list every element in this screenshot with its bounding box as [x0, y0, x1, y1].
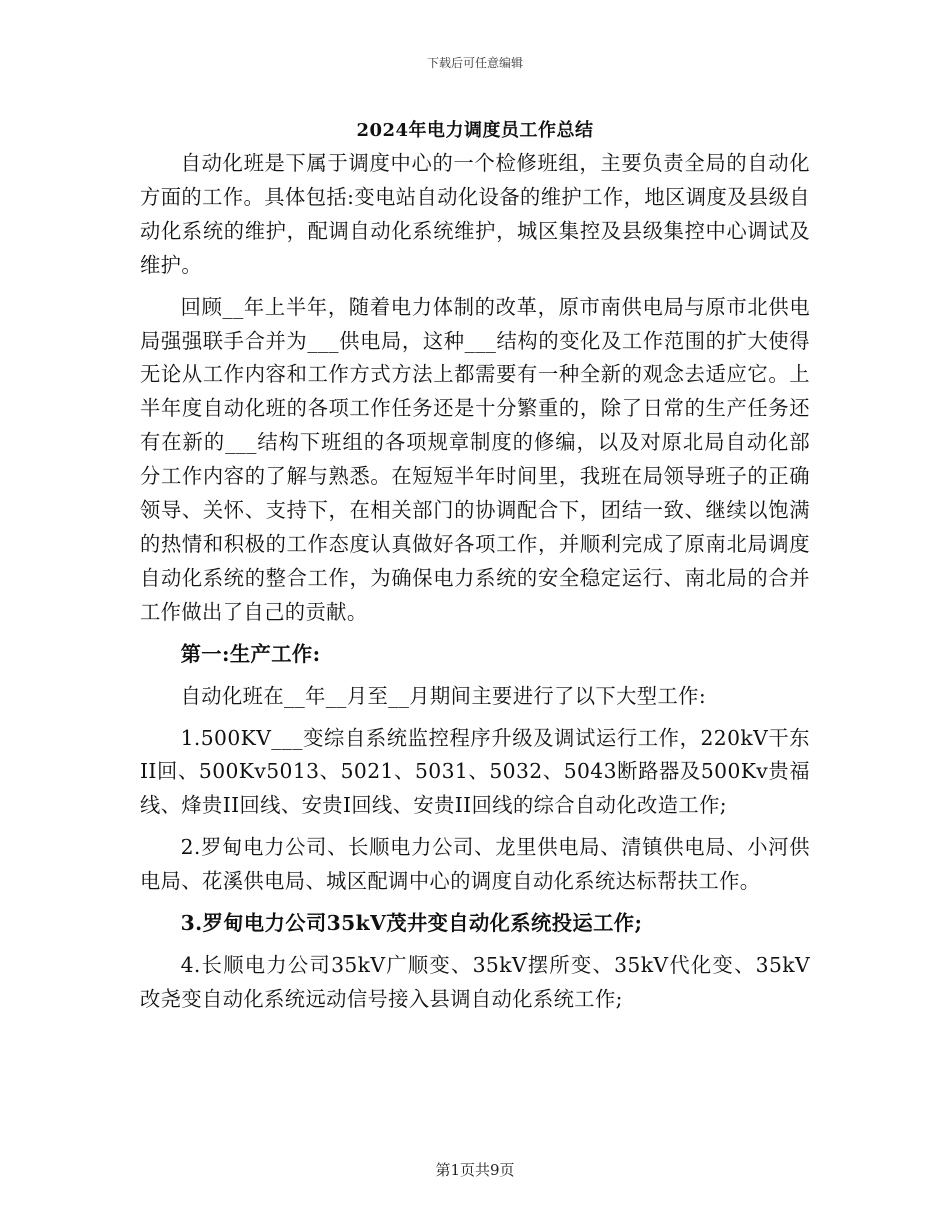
section-heading-production: 第一:生产工作: — [180, 641, 321, 666]
paragraph-review: 回顾__年上半年，随着电力体制的改革，原市南供电局与原市北供电局强强联手合并为___供电局，这种___结构的变化及工作范围的扩大使得无论从工作内容和工作方式方法上都需要有一种全新的观念去适应它。上半年度自动化班的各项工作任务还是十分繁重的，除了日常的生产任务还有在新的___结构下班组的各项规章制度的修编，以及对原北局自动化部分工作内容的了解与熟悉。在短短半年时间里，我班在局领导班子的正确领导、关怀、支持下，在相关部门的协调配合下，团结一致、继续以饱满的热情和积极的工作态度认真做好各项工作，并顺利完成了原南北局调度自动化系统的整合工作，为确保电力系统的安全稳定运行、南北局的合并工作做出了自己的贡献。 — [140, 294, 810, 624]
list-item-1: 1.500KV___变综自系统监控程序升级及调试运行工作，220kV干东II回、500Kv5013、5021、5031、5032、5043断路器及500Kv贵福线、烽贵II回线、安贵I回线、安贵II回线的综合自动化改造工作; — [140, 725, 810, 818]
document-body — [140, 147, 810, 1017]
page-number: 第1页共9页 — [435, 1161, 515, 1179]
list-item-3: 3.罗甸电力公司35kV茂井变自动化系统投运工作; — [180, 911, 643, 936]
list-item-4: 4.长顺电力公司35kV广顺变、35kV摆所变、35kV代化变、35kV改尧变自动化系统远动信号接入县调自动化系统工作; — [140, 952, 810, 1011]
list-item-2: 2.罗甸电力公司、长顺电力公司、龙里供电局、清镇供电局、小河供电局、花溪供电局、城区配调中心的调度自动化系统达标帮扶工作。 — [140, 835, 810, 894]
paragraph-intro: 自动化班是下属于调度中心的一个检修班组，主要负责全局的自动化方面的工作。具体包括:变电站自动化设备的维护工作，地区调度及县级自动化系统的维护，配调自动化系统维护，城区集控及县级集控中心调试及维护。 — [140, 151, 810, 277]
header-note: 下载后可任意编辑 — [426, 56, 523, 70]
paragraph-work-period: 自动化班在__年__月至__月期间主要进行了以下大型工作: — [180, 683, 707, 708]
document-title: 2024年电力调度员工作总结 — [356, 120, 594, 141]
